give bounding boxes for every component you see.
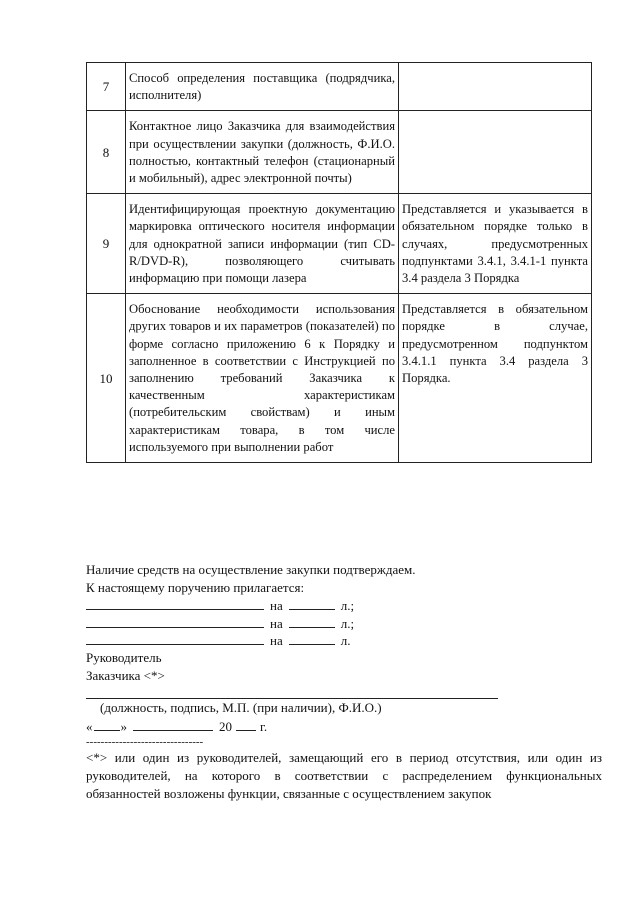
row-number: 9: [87, 194, 126, 294]
attachment-on-label: на: [270, 615, 283, 631]
table-row: [87, 294, 592, 463]
row-description: Обоснование необходимости использования других товаров и их параметров (показателей) по форме согласно приложению 6 к Порядку и заполненное в соответствии с Инструкцией по заполнению требований Заказчика к качественным характеристикам (потребительским свойствам) и иным характеристикам товара, в том числе используемого при выполнении работ: [126, 294, 399, 463]
date-quote-close: »: [120, 718, 127, 734]
date-century: 20: [219, 718, 232, 734]
row-number: 7: [87, 63, 126, 111]
attachment-sheets-label: л.;: [340, 598, 355, 614]
row-number: 10: [87, 294, 126, 463]
attachments-heading: К настоящему поручению прилагается:: [86, 579, 305, 595]
attachment-line: [86, 631, 602, 649]
row-description: Контактное лицо Заказчика для взаимодействия при осуществлении закупки (должность, Ф.И.О. полностью, контактный телефон (стационарный и мобильный), адрес электронной почты): [126, 111, 399, 194]
date-month-blank: [133, 717, 213, 731]
attachment-on-label: на: [270, 598, 283, 614]
row-note: Представляется и указывается в обязательном порядке только в случаях, предусмотренных подпунктами 3.4.1, 3.4.1-1 пункта 3.4 раздела 3 Порядка: [399, 194, 592, 294]
head-title-customer: Заказчика <*>: [86, 667, 165, 683]
date-line: [86, 717, 602, 736]
table-row: [87, 111, 592, 194]
footnote-separator: --------------------------------: [86, 736, 204, 749]
date-day-blank: [94, 717, 120, 731]
head-title: Руководитель: [86, 649, 162, 665]
row-description: Способ определения поставщика (подрядчика, исполнителя): [126, 63, 399, 111]
attachment-line: [86, 596, 602, 614]
signature-caption: (должность, подпись, М.П. (при наличии), Ф.И.О.): [100, 700, 382, 716]
attachment-sheets-blank: [289, 614, 335, 628]
row-note: [399, 111, 592, 194]
attachment-sheets-label: л.: [340, 633, 351, 649]
attachment-sheets-label: л.;: [340, 615, 355, 631]
funds-statement: Наличие средств на осуществление закупки подтверждаем.: [86, 562, 416, 577]
attachment-line: [86, 614, 602, 632]
closing-section: [86, 561, 602, 802]
attachment-name-blank: [86, 596, 264, 610]
attachment-name-blank: [86, 631, 264, 645]
date-quote-open: «: [86, 718, 93, 734]
date-year-suffix: г.: [260, 718, 268, 734]
row-note: Представляется в обязательном порядке в случае, предусмотренном подпунктом 3.4.1.1 пункта 3.4 раздела 3 Порядка.: [399, 294, 592, 463]
footnote-text: <*> или один из руководителей, замещающий его в период отсутствия, или один из руководителей, на которого в соответствии с распределением функциональных обязанностей возложены функции, связанные с осуществлением закупок: [86, 750, 602, 801]
table-row: [87, 194, 592, 294]
date-year-blank: [236, 717, 256, 731]
table-row: [87, 63, 592, 111]
signature-line: [86, 684, 498, 699]
row-description: Идентифицирующая проектную документацию маркировка оптического носителя информации для однократной записи информации (тип CD-R/DVD-R), позволяющего считывать информацию при помощи лазера: [126, 194, 399, 294]
attachment-on-label: на: [270, 633, 283, 649]
row-number: 8: [87, 111, 126, 194]
attachment-sheets-blank: [289, 631, 335, 645]
requirements-table: [86, 62, 592, 463]
attachment-name-blank: [86, 614, 264, 628]
attachment-sheets-blank: [289, 596, 335, 610]
row-note: [399, 63, 592, 111]
